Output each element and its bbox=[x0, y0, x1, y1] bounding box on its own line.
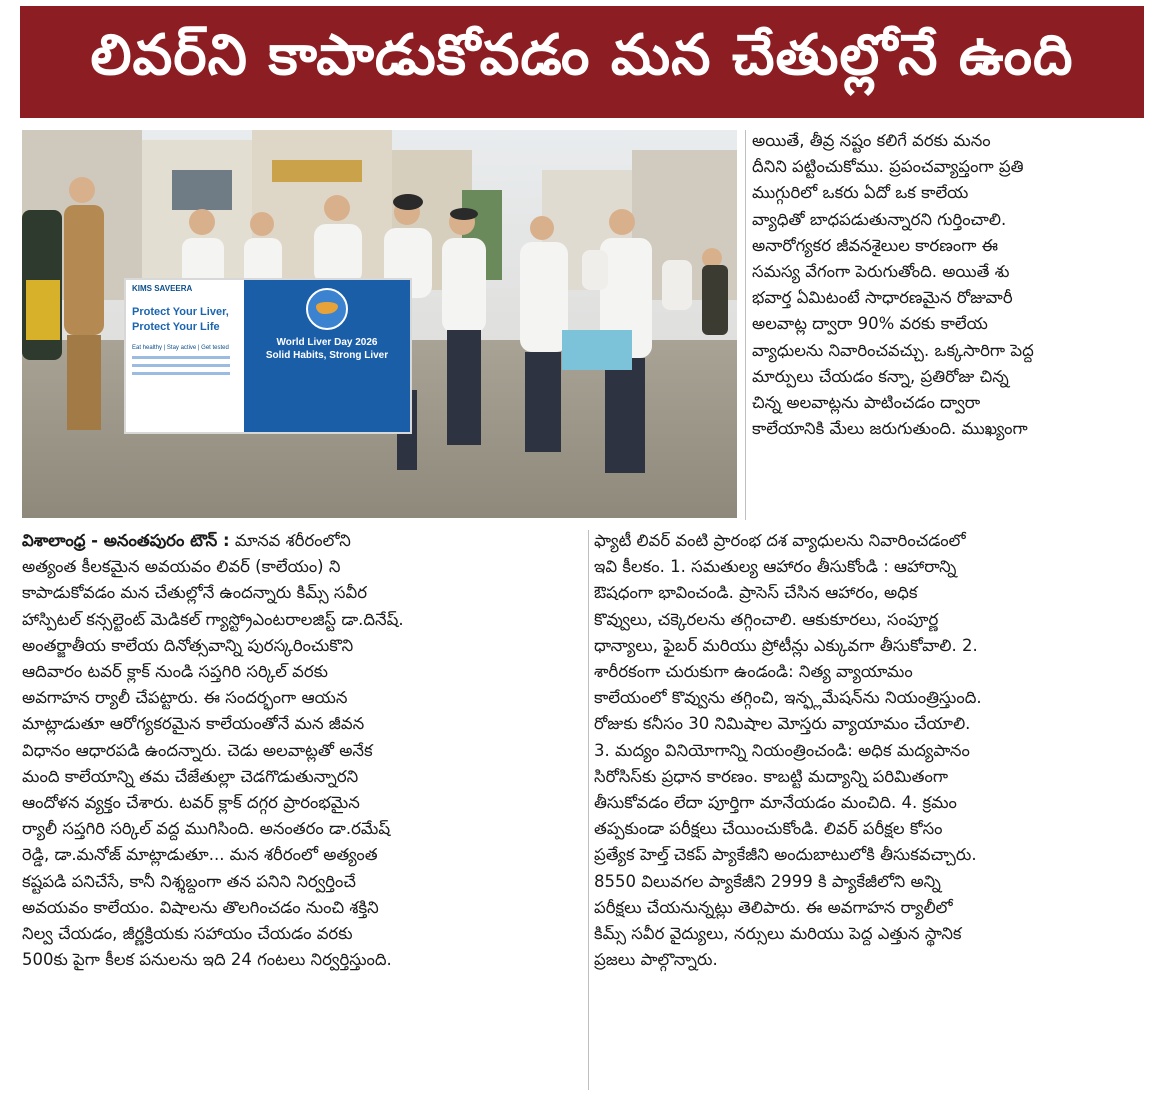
banner-protect-text bbox=[132, 305, 238, 335]
article-line: అలవాట్ల ద్వారా 90% వరకు కాలేయ bbox=[752, 314, 988, 334]
article-column-right-top bbox=[752, 128, 1148, 442]
banner-divider bbox=[132, 364, 230, 367]
article-line: విధానం ఆధారపడి ఉందన్నారు. చెడు అలవాట్లతో అనేక bbox=[22, 740, 373, 760]
banner-logo: KIMS SAVEERA bbox=[132, 284, 193, 293]
banner-left-panel bbox=[126, 280, 244, 432]
article-line: మార్పులు చేయడం కన్నా, ప్రతిరోజు చిన్న bbox=[752, 366, 1009, 386]
article-first-line bbox=[22, 528, 588, 554]
banner-protect-line1: Protect Your Liver, bbox=[132, 306, 229, 318]
article-line: ఆందోళన వ్యక్తం చేశారు. టవర్ క్లాక్ దగ్గర ప్రారంభమైన bbox=[22, 793, 360, 813]
article-line: దీనిని పట్టించుకోము. ప్రపంచవ్యాప్తంగా ప్రతి bbox=[752, 157, 1024, 177]
banner-protect-line2: Protect Your Life bbox=[132, 320, 220, 333]
article-line: భవార్త ఏమిటంటే సాధారణమైన రోజువారీ bbox=[752, 288, 1013, 308]
dateline: విశాలాంధ్ర - అనంతపురం టౌన్ : bbox=[22, 531, 230, 550]
article-line: వ్యాధితో బాధపడుతున్నారని గుర్తించాలి. bbox=[752, 209, 1007, 229]
article-line: కాలేయంలో కొవ్వును తగ్గించి, ఇన్ఫ్లమేషన్‌ను నియంత్రిస్తుంది. bbox=[594, 688, 982, 708]
article-line: కాలేయానికి మేలు జరుగుతుంది. ముఖ్యంగా bbox=[752, 419, 1028, 439]
article-line: మంది కాలేయాన్ని తమ చేజేతుల్లా చెడగొడుతున్నారని bbox=[22, 766, 359, 786]
banner-title-line1: World Liver Day 2026 bbox=[276, 337, 378, 348]
article-text: మానవ శరీరంలోని bbox=[229, 531, 351, 550]
article-line: కిమ్స్ సవీర వైద్యులు, నర్సులు మరియు పెద్ద ఎత్తున స్థానిక bbox=[594, 924, 962, 944]
article-line: కాపాడుకోవడం మన చేతుల్లోనే ఉందన్నారు కిమ్స్ సవీర bbox=[22, 583, 368, 603]
rally-photo bbox=[22, 130, 737, 518]
banner-right-panel bbox=[244, 280, 410, 432]
headline: లివర్‌ని కాపాడుకోవడం మన చేతుల్లోనే ఉంది bbox=[20, 6, 1144, 118]
banner-divider bbox=[132, 356, 230, 359]
article-line: అవయవం కాలేయం. విషాలను తొలగించడం నుంచి శక్తిని bbox=[22, 897, 379, 917]
article-line: ఆదివారం టవర్ క్లాక్ నుండి సప్తగిరి సర్కిల్ వరకు bbox=[22, 662, 329, 682]
article-line: అవగాహన ర్యాలీ చేపట్టారు. ఈ సందర్భంగా ఆయన bbox=[22, 688, 348, 708]
article-line: అంతర్జాతీయ కాలేయ దినోత్సవాన్ని పురస్కరించుకొని bbox=[22, 635, 354, 655]
banner-title-line2: Solid Habits, Strong Liver bbox=[265, 350, 389, 361]
banner-tagline: Eat healthy | Stay active | Get tested bbox=[132, 344, 229, 351]
article-line: నిల్వ చేయడం, జీర్ణక్రియకు సహాయం చేయడం వరకు bbox=[22, 924, 353, 944]
banner-title bbox=[244, 336, 410, 362]
article-line: కొవ్వులు, చక్కెరలను తగ్గించాలి. ఆకుకూరలు, సంపూర్ణ bbox=[594, 609, 939, 629]
article-line: సిరోసిస్‌కు ప్రధాన కారణం. కాబట్టి మద్యాన్ని పరిమితంగా bbox=[594, 766, 949, 786]
article-line: చిన్న అలవాట్లను పాటించడం ద్వారా bbox=[752, 393, 981, 413]
article-line: శారీరకంగా చురుకుగా ఉండండి: నిత్య వ్యాయామం bbox=[594, 662, 913, 682]
article-line: అనారోగ్యకర జీవనశైలుల కారణంగా ఈ bbox=[752, 235, 999, 255]
banner-divider bbox=[132, 372, 230, 375]
article-line: తీసుకోవడం లేదా పూర్తిగా మానేయడం మంచిది. 4. క్రమం bbox=[594, 793, 957, 813]
article-line: 8550 విలువగల ప్యాకేజీని 2999 కి ప్యాకేజీలోని అన్ని bbox=[594, 871, 941, 891]
article-line: ముగ్గురిలో ఒకరు ఏదో ఒక కాలేయ bbox=[752, 183, 969, 203]
article-line: కష్టపడి పనిచేసే, కానీ నిశ్శబ్దంగా తన పనిని నిర్వర్తించే bbox=[22, 871, 356, 891]
article-line: అత్యంత కీలకమైన అవయవం లివర్ (కాలేయం) ని bbox=[22, 557, 341, 577]
article-column-left-body bbox=[22, 554, 588, 973]
article-line: హాస్పిటల్ కన్సల్టెంట్ మెడికల్ గ్యాస్ట్రోఎంటరాలజిస్ట్ డా.దినేష్. bbox=[22, 609, 404, 629]
article-line: ధాన్యాలు, ఫైబర్ మరియు ప్రోటీన్లు ఎక్కువగా తీసుకోవాలి. 2. bbox=[594, 635, 978, 655]
article-line: ర్యాలీ సప్తగిరి సర్కిల్ వద్ద ముగిసింది. అనంతరం డా.రమేష్ bbox=[22, 819, 391, 839]
article-line: రోజుకు కనీసం 30 నిమిషాల మోస్తరు వ్యాయామం చేయాలి. bbox=[594, 714, 971, 734]
article-line: రెడ్డి, డా.మనోజ్ మాట్లాడుతూ... మన శరీరంలో అత్యంత bbox=[22, 845, 378, 865]
article-line: ఫ్యాటీ లివర్ వంటి ప్రారంభ దశ వ్యాధులను నివారించడంలో bbox=[594, 531, 966, 550]
article-line: అయితే, తీవ్ర నష్టం కలిగే వరకు మనం bbox=[752, 131, 991, 150]
article-line: ఔషధంగా భావించండి. ప్రాసెస్ చేసిన ఆహారం, అధిక bbox=[594, 583, 918, 603]
article-line: పరీక్షలు చేయనున్నట్లు తెలిపారు. ఈ అవగాహన ర్యాలీలో bbox=[594, 897, 953, 917]
article-column-right-bottom bbox=[594, 528, 1146, 973]
liver-icon bbox=[306, 288, 348, 330]
world-liver-day-banner bbox=[124, 278, 412, 434]
article-line: ప్రజలు పాల్గొన్నారు. bbox=[594, 950, 718, 970]
article-line: 3. మద్యం వినియోగాన్ని నియంత్రించండి: అధిక మద్యపానం bbox=[594, 740, 970, 760]
column-divider bbox=[588, 530, 589, 1090]
article-line: ప్రత్యేక హెల్త్ చెకప్ ప్యాకేజీని అందుబాటులోకి తీసుకవచ్చారు. bbox=[594, 845, 977, 865]
article-line: వ్యాధులను నివారించవచ్చు. ఒక్కసారిగా పెద్ద bbox=[752, 340, 1034, 360]
article-line: ఇవి కీలకం. 1. సమతుల్య ఆహారం తీసుకోండి : ఆహారాన్ని bbox=[594, 557, 957, 577]
article-line: 500కు పైగా కీలక పనులను ఇది 24 గంటలు నిర్వర్తిస్తుంది. bbox=[22, 950, 392, 970]
article-line: తప్పకుండా పరీక్షలు చేయించుకోండి. లివర్ పరీక్షల కోసం bbox=[594, 819, 943, 839]
column-divider bbox=[745, 130, 746, 520]
article-line: సమస్య వేగంగా పెరుగుతోంది. అయితే శు bbox=[752, 262, 1010, 282]
article-line: మాట్లాడుతూ ఆరోగ్యకరమైన కాలేయంతోనే మన జీవన bbox=[22, 714, 365, 734]
article-column-left bbox=[22, 528, 588, 973]
